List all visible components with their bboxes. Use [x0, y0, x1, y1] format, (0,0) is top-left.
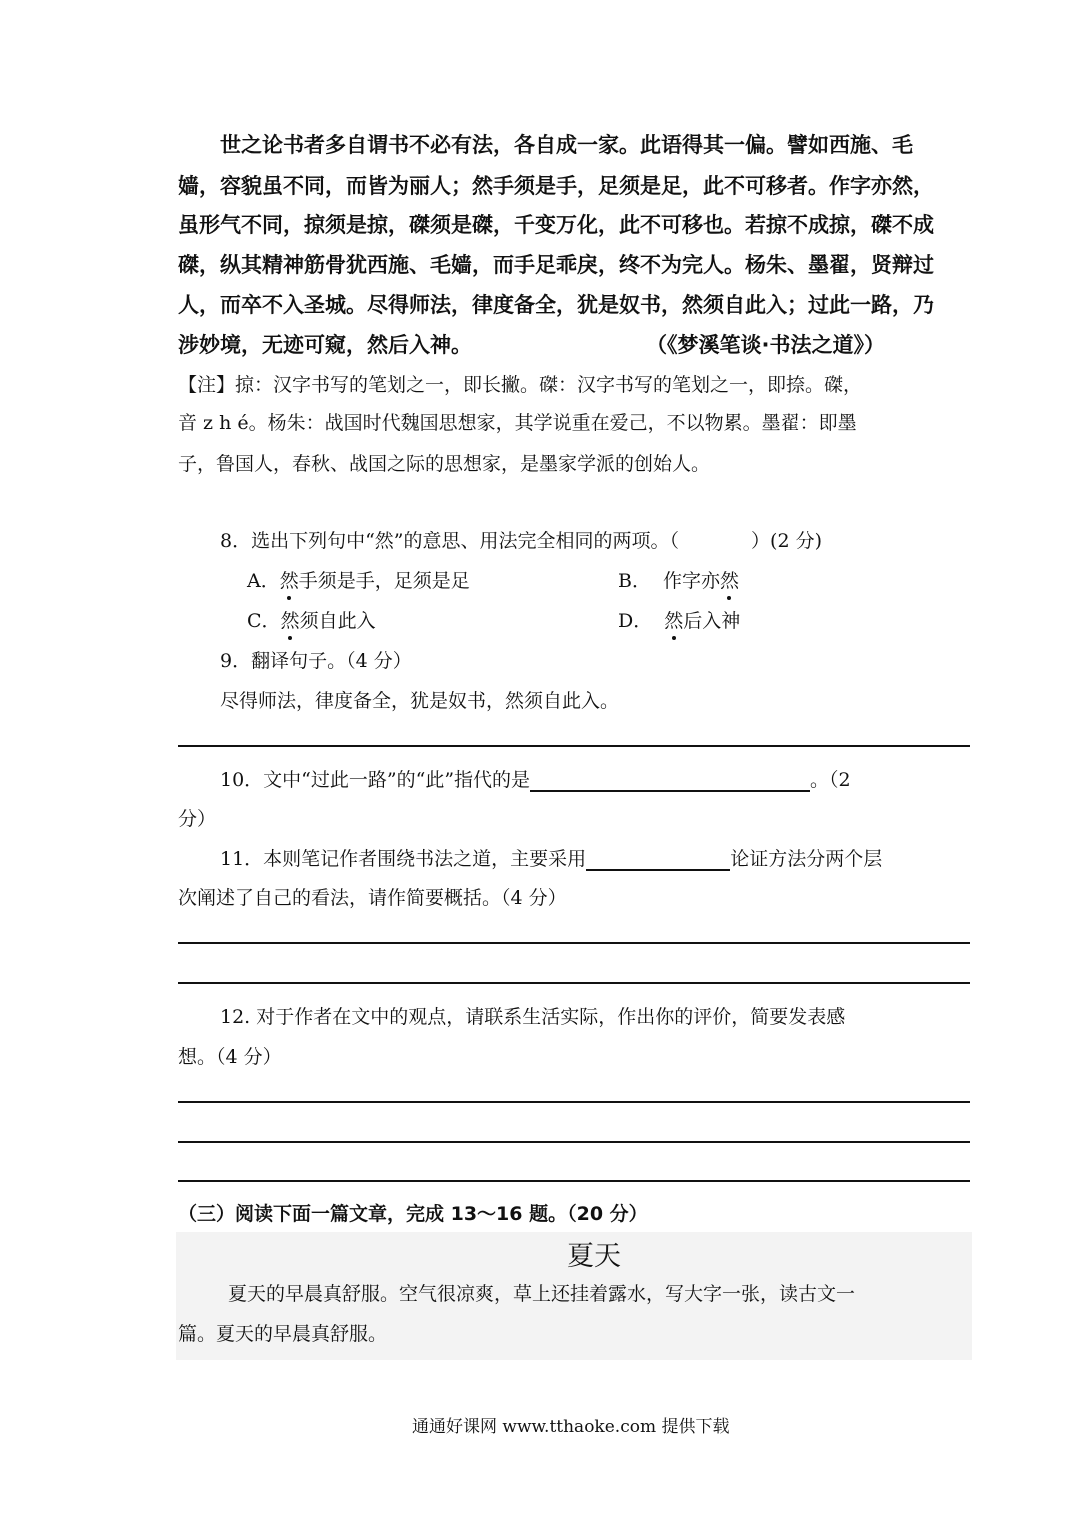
q8-option-c — [247, 606, 376, 633]
q10-stem-cont: 分） — [178, 808, 217, 830]
q11-stem-text: 11．本则笔记作者围绕书法之道，主要采用 — [220, 848, 587, 870]
option-b-label: B． — [618, 570, 651, 592]
passage-source: （《梦溪笔谈·书法之道》） — [646, 333, 885, 357]
option-d-label: D． — [618, 610, 653, 632]
q11-stem — [220, 844, 882, 871]
passage-line-4: 磔，纵其精神筋骨犹西施、毛嫱，而手足乖戾，终不为完人。杨朱、墨翟，贤辩过 — [178, 253, 934, 277]
option-c-label: C． — [247, 610, 281, 632]
q12-answer-line-3[interactable] — [178, 1180, 970, 1182]
q11-blank[interactable] — [586, 849, 730, 871]
option-d-emphasis: 然 — [664, 606, 683, 633]
q8-option-b — [618, 566, 739, 593]
q11-answer-line-1[interactable] — [178, 942, 970, 944]
note-line-1: 【注】掠：汉字书写的笔划之一，即长撇。磔：汉字书写的笔划之一，即捺。磔， — [178, 374, 863, 396]
passage-line-2: 嫱，容貌虽不同，而皆为丽人；然手须是手，足须是足，此不可移者。作字亦然， — [178, 174, 934, 198]
q9-answer-line[interactable] — [178, 745, 970, 747]
q12-stem-cont: 想。（4 分） — [178, 1046, 282, 1068]
passage-line-3: 虽形气不同，掠须是掠，磔须是磔，千变万化，此不可移也。若掠不成掠，磔不成 — [178, 213, 934, 237]
q8-stem-text: 8．选出下列句中“然”的意思、用法完全相同的两项。（ — [220, 530, 680, 552]
option-d-text: 后入神 — [683, 610, 741, 632]
passage-line-1: 世之论书者多自谓书不必有法，各自成一家。此语得其一偏。譬如西施、毛 — [220, 133, 913, 157]
q11-stem-cont: 次阐述了自己的看法，请作简要概括。（4 分） — [178, 887, 567, 909]
article-para-line-1: 夏天的早晨真舒服。空气很凉爽，草上还挂着露水，写大字一张，读古文一 — [228, 1283, 856, 1305]
passage-line-5: 人，而卒不入圣城。尽得师法，律度备全，犹是奴书，然须自此入；过此一路，乃 — [178, 293, 934, 317]
option-a-text: 手须是手，足须是足 — [298, 570, 470, 592]
q11-stem-text-2: 论证方法分两个层 — [730, 848, 883, 870]
q9-stem: 9．翻译句子。（4 分） — [220, 650, 412, 672]
q8-stem — [220, 526, 822, 553]
q8-option-a — [247, 566, 470, 593]
option-c-text: 须自此入 — [299, 610, 376, 632]
option-b-emphasis: 然 — [720, 566, 739, 593]
q9-sentence: 尽得师法，律度备全，犹是奴书，然须自此入。 — [220, 690, 620, 712]
q8-points: ）(2 分) — [751, 530, 822, 552]
option-a-emphasis: 然 — [280, 566, 299, 593]
article-para-line-2: 篇。夏天的早晨真舒服。 — [178, 1323, 388, 1345]
option-b-text: 作字亦 — [662, 570, 720, 592]
q10-points: 。（2 — [810, 769, 851, 791]
page-footer: 通通好课网 www.tthaoke.com 提供下载 — [412, 1417, 730, 1437]
q10-stem — [220, 765, 851, 792]
option-c-emphasis: 然 — [281, 606, 300, 633]
q12-stem: 12. 对于作者在文中的观点，请联系生活实际，作出你的评价，简要发表感 — [220, 1006, 846, 1028]
note-line-2: 音 z h é。杨朱：战国时代魏国思想家，其学说重在爱己，不以物累。墨翟：即墨 — [178, 412, 857, 434]
note-line-3: 子，鲁国人，春秋、战国之际的思想家，是墨家学派的创始人。 — [178, 453, 711, 475]
q10-blank[interactable] — [530, 770, 810, 792]
q12-answer-line-1[interactable] — [178, 1101, 970, 1103]
q8-option-d — [618, 606, 740, 633]
q12-answer-line-2[interactable] — [178, 1141, 970, 1143]
option-a-label: A． — [247, 570, 280, 592]
passage-line-6: 涉妙境，无迹可窥，然后入神。 — [178, 333, 472, 357]
section3-heading: （三）阅读下面一篇文章，完成 13～16 题。（20 分） — [178, 1203, 648, 1225]
q11-answer-line-2[interactable] — [178, 982, 970, 984]
article-title: 夏天 — [567, 1241, 621, 1272]
q10-stem-text: 10．文中“过此一路”的“此”指代的是 — [220, 769, 531, 791]
